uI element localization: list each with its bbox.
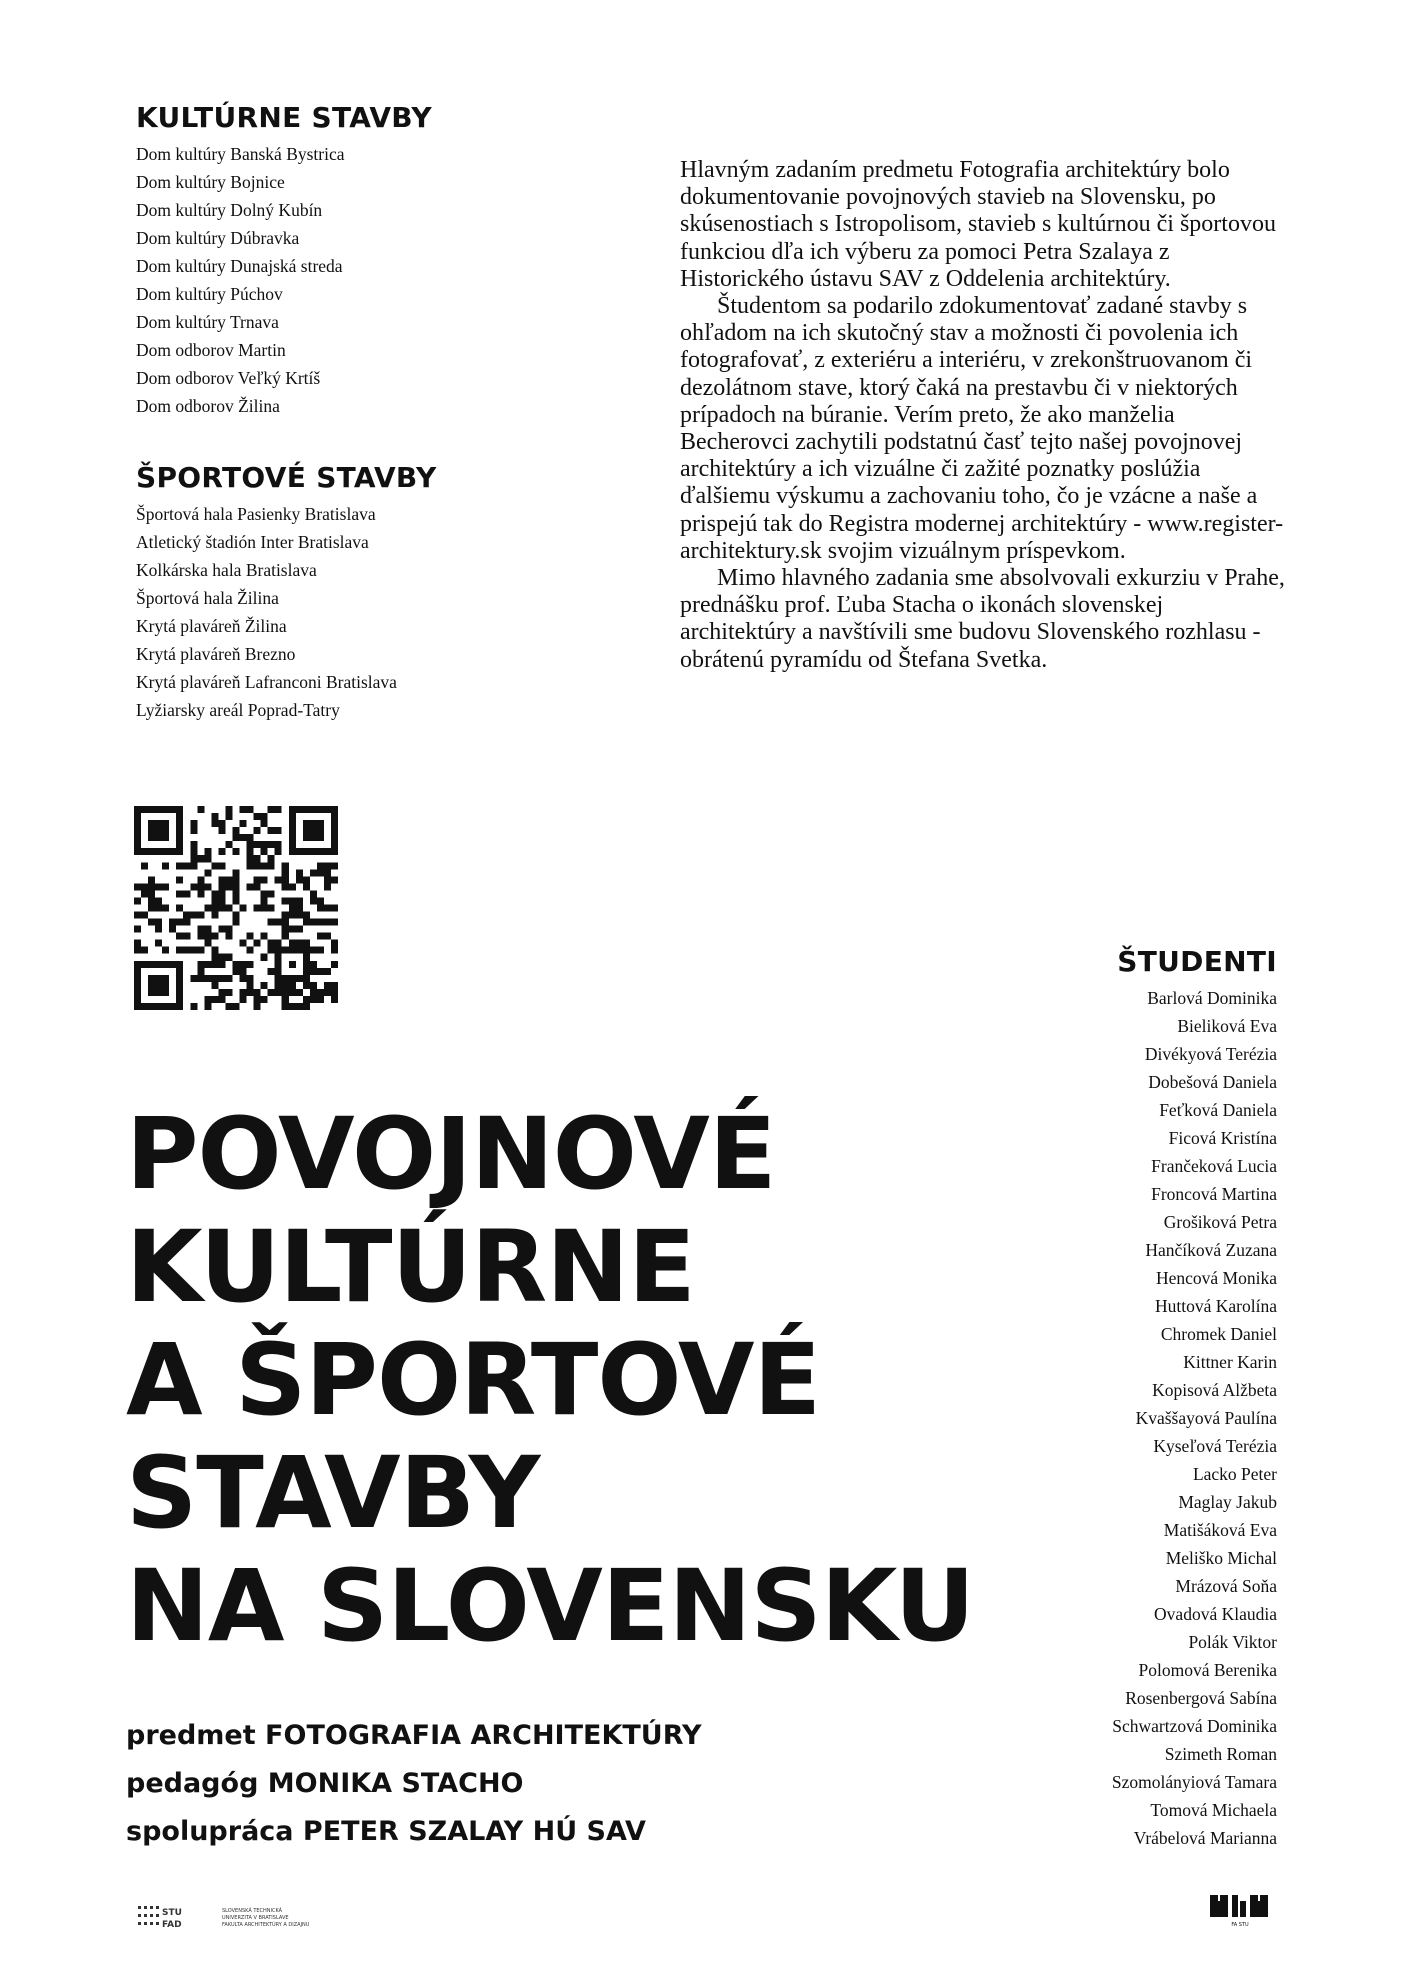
- student-name: Kopisová Alžbeta: [1152, 1380, 1277, 1400]
- student-name: Lacko Peter: [1192, 1464, 1277, 1484]
- list-item: Krytá plaváreň Lafranconi Bratislava: [136, 672, 397, 692]
- student-name: Ovadová Klaudia: [1154, 1604, 1277, 1624]
- student-name: Froncová Martina: [1151, 1184, 1277, 1204]
- student-name: Tomová Michaela: [1150, 1800, 1277, 1820]
- students-section: [1111, 945, 1277, 1852]
- body-paragraph: Mimo hlavného zadania sme absolvovali exkurziu v Prahe, prednášku prof. Ľuba Stacha o ikonách slovenskej architektúry a navštívili sme budovu Slovenského rozhlasu - obrátenú pyramídu od Štefana Svetka.: [680, 565, 1285, 673]
- credit-value: MONIKA STACHO: [267, 1768, 524, 1799]
- student-name: Schwartzová Dominika: [1112, 1716, 1277, 1736]
- list-item: Dom kultúry Dolný Kubín: [136, 200, 323, 220]
- student-name: Ficová Kristína: [1168, 1128, 1277, 1148]
- student-name: Feťková Daniela: [1159, 1100, 1277, 1120]
- student-name: Bieliková Eva: [1177, 1016, 1277, 1036]
- students-heading: ŠTUDENTI: [1117, 945, 1277, 978]
- list-item: Dom odborov Veľký Krtíš: [136, 368, 321, 388]
- dkd-logo-graphic: [1208, 1893, 1272, 1929]
- credit-label: spolupráca: [126, 1816, 294, 1847]
- svg-text:FAD: FAD: [162, 1920, 182, 1930]
- title-line: POVOJNOVÉ: [126, 1097, 776, 1212]
- student-name: Polák Viktor: [1188, 1632, 1277, 1652]
- body-paragraph: Študentom sa podarilo zdokumentovať zadané stavby s ohľadom na ich skutočný stav a možnosti či povolenia ich fotografovať, z exteriéru a interiéru, v zrekonštruovanom či dezolátnom stave, ktorý čaká na prestavbu či v niektorých prípadoch na búranie. Verím preto, že ako manželia Becherovci zachytili podstatnú časť tejto našej povojnovej architektúry a ich vizuálne či zažité poznatky poslúžia ďalšiemu výskumu a zachovaniu toho, čo je vzácne a naše a prispejú tak do Registra modernej architektúry - www.register-architektury.sk svojim vizuálnym príspevkom.: [680, 293, 1284, 564]
- student-name: Maglay Jakub: [1178, 1492, 1277, 1512]
- credit-teacher: [126, 1760, 702, 1808]
- title-line: STAVBY: [126, 1436, 540, 1551]
- sport-buildings-heading: ŠPORTOVÉ STAVBY: [136, 461, 437, 494]
- title-line: A ŠPORTOVÉ: [126, 1323, 821, 1438]
- list-item: Dom odborov Martin: [136, 340, 286, 360]
- svg-text:SLOVENSKÁ TECHNICKÁ: SLOVENSKÁ TECHNICKÁ: [222, 1908, 283, 1914]
- list-item: Športová hala Žilina: [136, 588, 279, 608]
- credit-label: pedagóg: [126, 1768, 259, 1799]
- student-name: Rosenbergová Sabína: [1125, 1688, 1277, 1708]
- svg-text:UNIVERZITA V BRATISLAVE: UNIVERZITA V BRATISLAVE: [222, 1915, 289, 1921]
- list-item: Športová hala Pasienky Bratislava: [136, 504, 376, 524]
- student-name: Dobešová Daniela: [1148, 1072, 1277, 1092]
- student-name: Divékyová Terézia: [1144, 1044, 1277, 1064]
- cultural-buildings-list: [136, 140, 432, 420]
- list-item: Krytá plaváreň Brezno: [136, 644, 296, 664]
- stu-fad-logo: [138, 1904, 338, 1932]
- list-item: Kolkárska hala Bratislava: [136, 560, 317, 580]
- credit-value: PETER SZALAY HÚ SAV: [302, 1816, 646, 1847]
- student-name: Vrábelová Marianna: [1133, 1828, 1277, 1848]
- cultural-buildings-section: [136, 101, 432, 420]
- cultural-buildings-heading: KULTÚRNE STAVBY: [136, 101, 432, 134]
- list-item: Dom kultúry Bojnice: [136, 172, 285, 192]
- title-line: NA SLOVENSKU: [126, 1549, 975, 1664]
- student-name: Mrázová Soňa: [1175, 1576, 1277, 1596]
- qr-code-icon[interactable]: [134, 806, 338, 1015]
- credit-value: FOTOGRAFIA ARCHITEKTÚRY: [265, 1720, 702, 1751]
- dkd-logo: [1208, 1893, 1272, 1929]
- qr-code-graphic: [134, 806, 338, 1010]
- svg-text:FAKULTA ARCHITEKTÚRY A DIZAJNU: FAKULTA ARCHITEKTÚRY A DIZAJNU: [222, 1922, 310, 1928]
- list-item: Krytá plaváreň Žilina: [136, 616, 287, 636]
- student-name: Kittner Karin: [1183, 1352, 1277, 1372]
- list-item: Dom kultúry Trnava: [136, 312, 279, 332]
- body-text: [680, 157, 1285, 674]
- credits: [126, 1712, 702, 1856]
- sport-buildings-section: [136, 461, 437, 724]
- list-item: Lyžiarsky areál Poprad-Tatry: [136, 700, 340, 720]
- student-name: Hencová Monika: [1155, 1268, 1277, 1288]
- svg-text:STU: STU: [162, 1908, 182, 1918]
- list-item: Dom kultúry Dunajská streda: [136, 256, 343, 276]
- credit-course: [126, 1712, 702, 1760]
- student-name: Hančíková Zuzana: [1145, 1240, 1277, 1260]
- students-list: [1112, 984, 1277, 1852]
- list-item: Atletický štadión Inter Bratislava: [136, 532, 369, 552]
- student-name: Huttová Karolína: [1155, 1296, 1277, 1316]
- main-title: [126, 1098, 974, 1663]
- body-paragraph: Hlavným zadaním predmetu Fotografia architektúry bolo dokumentovanie povojnových stavieb na Slovensku, po skúsenostiach s Istropolisom, stavieb s kultúrnou či športovou funkciou dľa ich výberu za pomoci Petra Szalaya z Historického ústavu SAV z Oddelenia architektúry.: [680, 157, 1276, 292]
- title-line: KULTÚRNE: [126, 1210, 695, 1325]
- student-name: Szimeth Roman: [1164, 1744, 1277, 1764]
- student-name: Chromek Daniel: [1160, 1324, 1277, 1344]
- student-name: Kyseľová Terézia: [1153, 1436, 1277, 1456]
- list-item: Dom odborov Žilina: [136, 396, 280, 416]
- student-name: Polomová Berenika: [1138, 1660, 1277, 1680]
- student-name: Frančeková Lucia: [1151, 1156, 1277, 1176]
- student-name: Meliško Michal: [1165, 1548, 1277, 1568]
- student-name: Szomolányiová Tamara: [1111, 1772, 1277, 1792]
- list-item: Dom kultúry Dúbravka: [136, 228, 300, 248]
- credit-cooperation: [126, 1808, 702, 1856]
- student-name: Barlová Dominika: [1147, 988, 1277, 1008]
- sport-buildings-list: [136, 500, 437, 724]
- stu-fad-logo-graphic: [138, 1904, 338, 1932]
- list-item: Dom kultúry Púchov: [136, 284, 283, 304]
- student-name: Grošiková Petra: [1163, 1212, 1277, 1232]
- student-name: Kvaššayová Paulína: [1135, 1408, 1277, 1428]
- svg-text:FA STU: FA STU: [1231, 1922, 1249, 1928]
- list-item: Dom kultúry Banská Bystrica: [136, 144, 345, 164]
- credit-label: predmet: [126, 1720, 256, 1751]
- student-name: Matišáková Eva: [1163, 1520, 1277, 1540]
